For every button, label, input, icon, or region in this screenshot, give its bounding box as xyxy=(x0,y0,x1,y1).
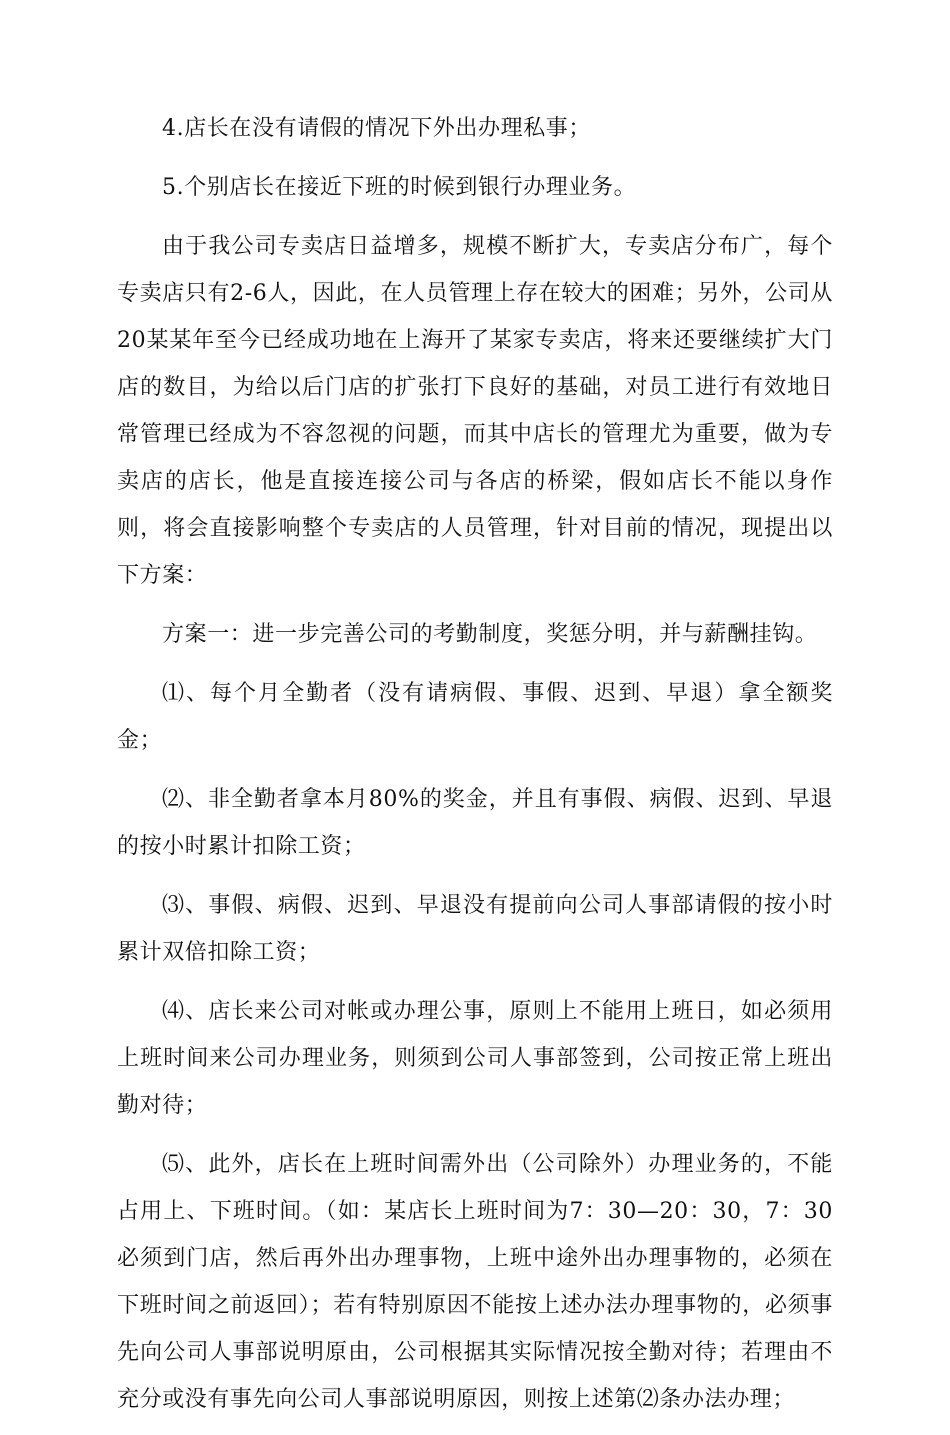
paragraph-rule-1: ⑴、每个月全勤者（没有请病假、事假、迟到、早退）拿全额奖金； xyxy=(117,681,833,753)
paragraph-rule-3: ⑶、事假、病假、迟到、早退没有提前向公司人事部请假的按小时累计双倍扣除工资； xyxy=(117,893,833,965)
paragraph-item-4: 4.店长在没有请假的情况下外出办理私事； xyxy=(162,116,591,141)
paragraph-rule-5: ⑸、此外，店长在上班时间需外出（公司除外）办理业务的，不能占用上、下班时间。（如：某店长上班时间为7：30—20：30，7：30必须到门店，然后再外出办理事物，上班中途外出办理事物的，必须在下班时间之前返回）；若有特别原因不能按上述办法办理事物的，必须事先向公司人事部说明原由，公司根据其实际情况按全勤对待；若理由不充分或没有事先向公司人事部说明原因，则按上述第⑵条办法办理； xyxy=(117,1152,833,1412)
paragraph-rule-2: ⑵、非全勤者拿本月80%的奖金，并且有事假、病假、迟到、早退的按小时累计扣除工资； xyxy=(117,787,833,859)
paragraph-rule-4: ⑷、店长来公司对帐或办理公事，原则上不能用上班日，如必须用上班时间来公司办理业务，则须到公司人事部签到，公司按正常上班出勤对待； xyxy=(117,999,833,1118)
paragraph-plan-one: 方案一：进一步完善公司的考勤制度，奖惩分明，并与薪酬挂钩。 xyxy=(162,622,818,647)
document-body xyxy=(117,105,833,1435)
paragraph-item-5: 5.个别店长在接近下班的时候到银行办理业务。 xyxy=(162,175,637,200)
paragraph-background: 由于我公司专卖店日益增多，规模不断扩大，专卖店分布广，每个专卖店只有2-6人，因此，在人员管理上存在较大的困难；另外，公司从20某某年至今已经成功地在上海开了某家专卖店，将来还要继续扩大门店的数目，为给以后门店的扩张打下良好的基础，对员工进行有效地日常管理已经成为不容忽视的问题，而其中店长的管理尤为重要，做为专卖店的店长，他是直接连接公司与各店的桥梁，假如店长不能以身作则，将会直接影响整个专卖店的人员管理，针对目前的情况，现提出以下方案： xyxy=(117,234,833,588)
